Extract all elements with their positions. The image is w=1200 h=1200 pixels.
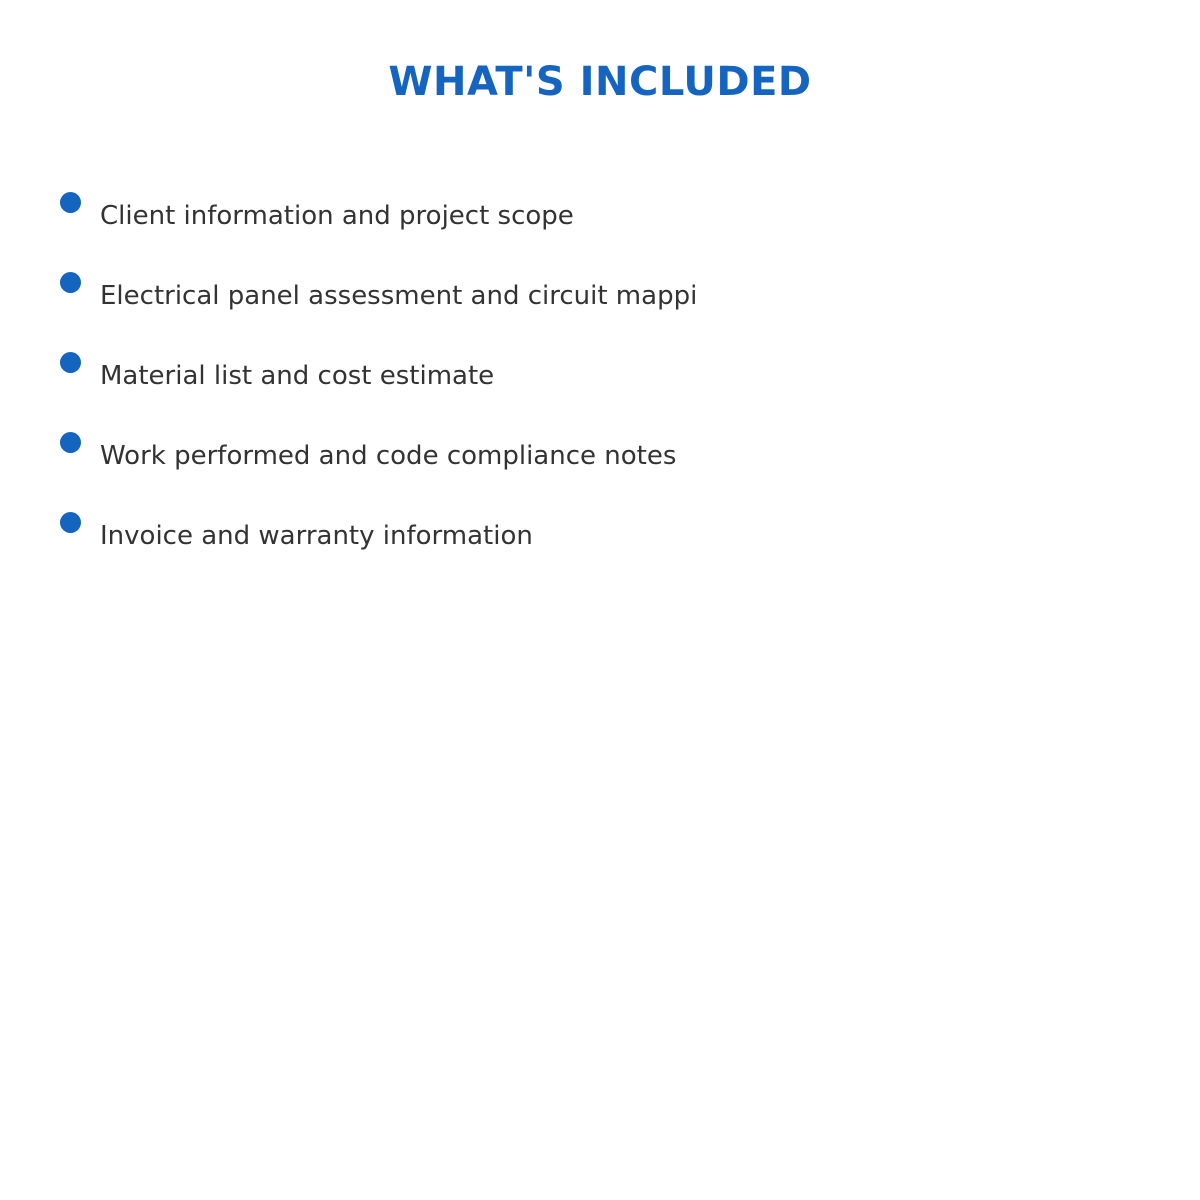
feature-label: Work performed and code compliance notes <box>100 441 677 471</box>
list-item <box>0 352 1200 412</box>
list-item <box>0 512 1200 572</box>
bullet-dot-icon <box>60 432 81 453</box>
bullet-dot-icon <box>60 352 81 373</box>
feature-label: Invoice and warranty information <box>100 521 533 551</box>
bullet-dot-icon <box>60 512 81 533</box>
feature-label: Client information and project scope <box>100 201 574 231</box>
list-item <box>0 272 1200 332</box>
bullet-dot-icon <box>60 272 81 293</box>
feature-label: Electrical panel assessment and circuit mappi <box>100 281 698 311</box>
feature-label: Material list and cost estimate <box>100 361 495 391</box>
bullet-dot-icon <box>60 192 81 213</box>
list-item <box>0 192 1200 252</box>
list-item <box>0 432 1200 492</box>
page-title: WHAT'S INCLUDED <box>388 59 812 105</box>
